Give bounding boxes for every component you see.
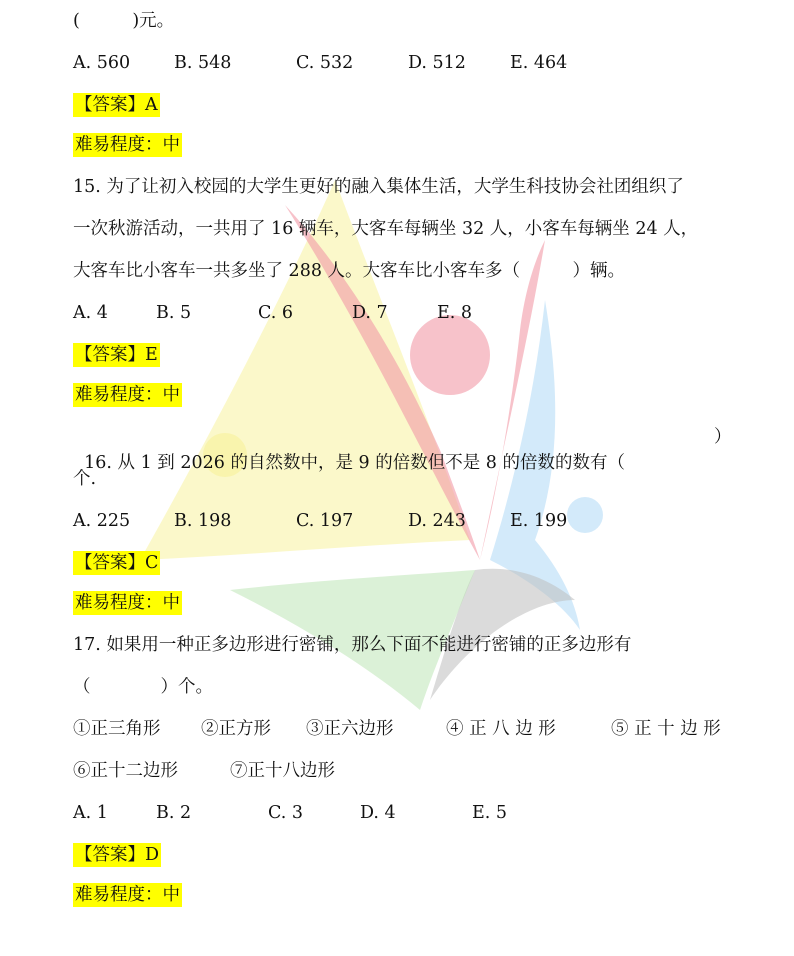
q17-shape-3: ③正六边形	[306, 719, 394, 739]
q15-option-c: C. 6	[258, 303, 294, 323]
q16-options	[73, 508, 633, 534]
q17-shapes-row-1	[73, 716, 733, 742]
q15-option-a: A. 4	[73, 303, 108, 323]
q15-answer: 【答案】E	[75, 345, 158, 365]
q14-answer: 【答案】A	[75, 95, 158, 115]
q14-option-d: D. 512	[408, 53, 466, 73]
q14-option-b: B. 548	[174, 53, 232, 73]
q14-stem-tail: ( )元。	[73, 11, 175, 31]
q17-shape-1: ①正三角形	[73, 719, 161, 739]
q14-option-a: A. 560	[73, 53, 131, 73]
q17-shape-2: ②正方形	[201, 719, 271, 739]
q17-option-b: B. 2	[156, 803, 192, 823]
q16-option-e: E. 199	[510, 511, 568, 531]
q17-shape-7: ⑦正十八边形	[230, 761, 335, 781]
q16-option-d: D. 243	[408, 511, 466, 531]
q17-option-a: A. 1	[73, 803, 108, 823]
q16-option-c: C. 197	[296, 511, 354, 531]
q16-stem-text: 16. 从 1 到 2026 的自然数中，是 9 的倍数但不是 8 的倍数的数有（	[84, 453, 625, 473]
q16-difficulty: 难易程度：中	[75, 593, 180, 613]
q17-shape-4: ④ 正 八 边 形	[446, 719, 556, 739]
q15-option-b: B. 5	[156, 303, 192, 323]
q17-shape-5: ⑤ 正 十 边 形	[611, 719, 721, 739]
q16-answer: 【答案】C	[75, 553, 159, 573]
q17-stem-line-2: （ ）个。	[73, 677, 213, 697]
q14-option-e: E. 464	[510, 53, 568, 73]
q16-blank-close: ）	[714, 427, 732, 447]
q15-difficulty: 难易程度：中	[75, 385, 180, 405]
q14-options	[73, 50, 633, 76]
q16-option-b: B. 198	[174, 511, 232, 531]
q15-option-e: E. 8	[437, 303, 473, 323]
q17-option-e: E. 5	[472, 803, 508, 823]
q17-shapes-row-2	[73, 758, 473, 784]
q16-stem-line-2: 个.	[73, 469, 97, 489]
q17-shape-6: ⑥正十二边形	[73, 761, 178, 781]
q17-difficulty: 难易程度：中	[75, 885, 180, 905]
q16-stem-line-1	[73, 424, 733, 473]
q15-options	[73, 300, 573, 326]
q17-option-c: C. 3	[268, 803, 304, 823]
q17-stem-line-1: 17. 如果用一种正多边形进行密铺，那么下面不能进行密铺的正多边形有	[73, 635, 632, 655]
q17-option-d: D. 4	[360, 803, 396, 823]
q15-stem-line-2: 一次秋游活动，一共用了 16 辆车，大客车每辆坐 32 人，小客车每辆坐 24 人，	[73, 219, 699, 239]
q15-stem-line-3: 大客车比小客车一共多坐了 288 人。大客车比小客车多（ ）辆。	[73, 261, 626, 281]
watermark-red-head	[410, 315, 490, 395]
q17-options	[73, 800, 573, 826]
q15-stem-line-1: 15. 为了让初入校园的大学生更好的融入集体生活，大学生科技协会社团组织了	[73, 177, 684, 197]
q15-option-d: D. 7	[352, 303, 388, 323]
q17-answer: 【答案】D	[75, 845, 160, 865]
q16-option-a: A. 225	[73, 511, 131, 531]
q14-difficulty: 难易程度：中	[75, 135, 180, 155]
q14-option-c: C. 532	[296, 53, 354, 73]
